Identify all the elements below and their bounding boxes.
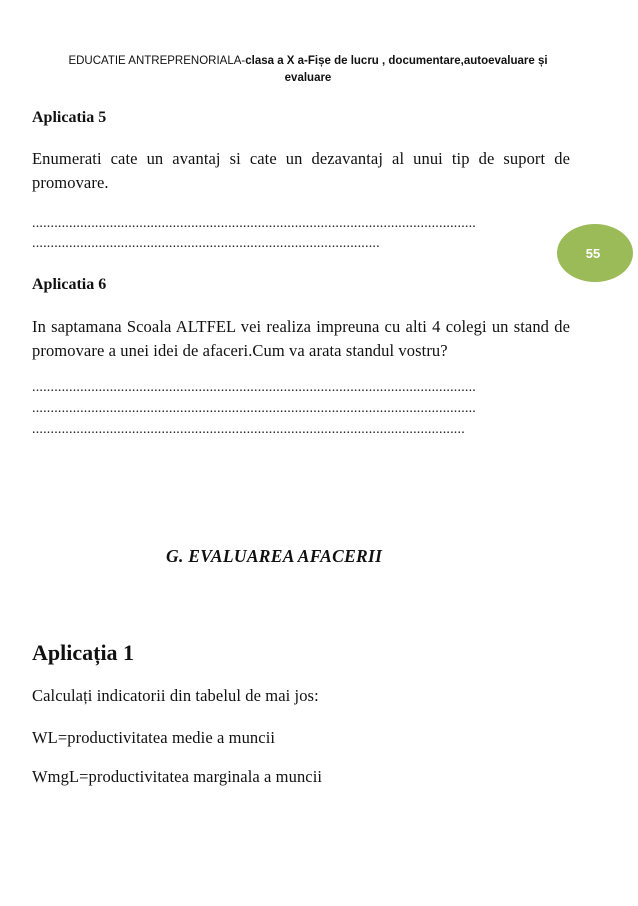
aplicatia-5-answer-line-2: .............................................................................................. bbox=[32, 236, 380, 251]
aplicatia-5-title: Aplicatia 5 bbox=[32, 109, 107, 126]
header-title-bold: clasa a X a-Fișe de lucru , documentare,autoevaluare și bbox=[245, 55, 548, 67]
header-prefix: EDUCATIE ANTREPRENORIALA- bbox=[68, 55, 246, 67]
aplicatia-6-answer-line-1: ........................................................................................................................ bbox=[32, 380, 476, 395]
page-header bbox=[32, 53, 584, 87]
aplicatia-5-text: Enumerati cate un avantaj si cate un dezavantaj al unui tip de suport de promovare. bbox=[32, 149, 570, 192]
aplicatia-6-title: Aplicatia 6 bbox=[32, 276, 107, 293]
header-title-line2: evaluare bbox=[284, 72, 332, 84]
aplicatia-1-line-3: WmgL=productivitatea marginala a muncii bbox=[32, 767, 323, 786]
aplicatia-1-title: Aplicația 1 bbox=[32, 640, 135, 665]
aplicatia-1-line-2: WL=productivitatea medie a muncii bbox=[32, 728, 276, 747]
aplicatia-6-answer-line-2: ........................................................................................................................ bbox=[32, 401, 476, 416]
page-number-badge: 55 bbox=[557, 224, 633, 282]
aplicatia-6-text: In saptamana Scoala ALTFEL vei realiza impreuna cu alti 4 colegi un stand de promovare a unei idei de afaceri.Cum va arata standul vostru? bbox=[32, 317, 570, 360]
aplicatia-1-line-1: Calculați indicatorii din tabelul de mai jos: bbox=[32, 686, 319, 705]
aplicatia-6-answer-line-3: ..................................................................................................................... bbox=[32, 422, 465, 437]
section-g-title: G. EVALUAREA AFACERII bbox=[166, 546, 383, 566]
aplicatia-5-answer-line-1: ........................................................................................................................ bbox=[32, 216, 476, 231]
